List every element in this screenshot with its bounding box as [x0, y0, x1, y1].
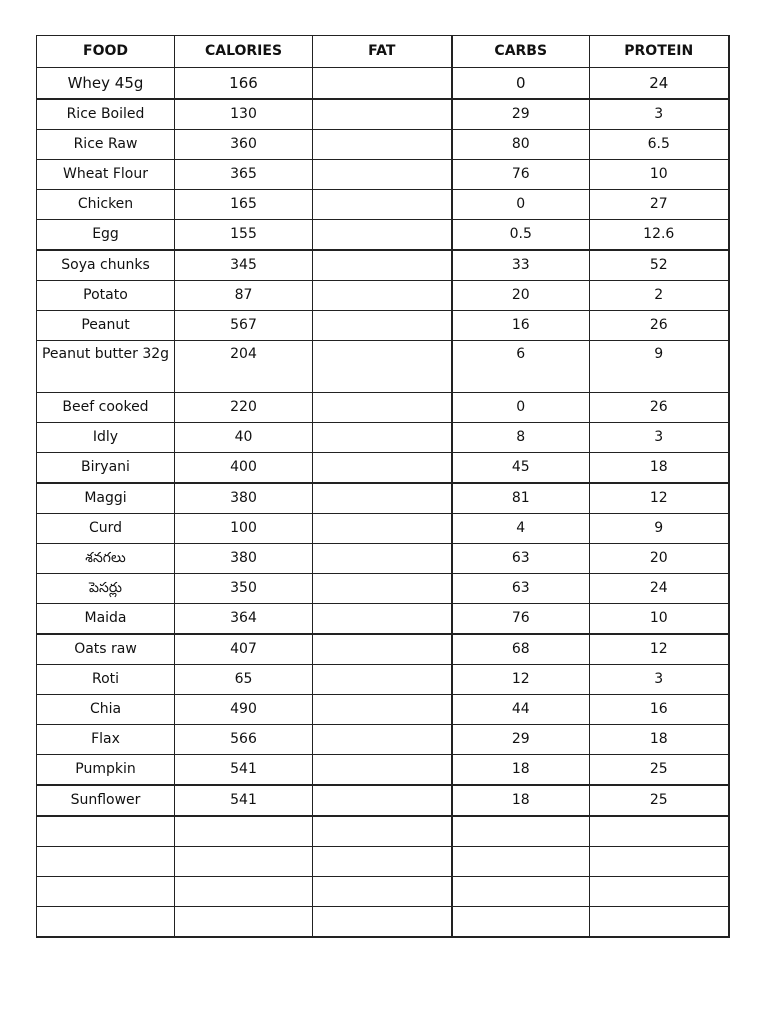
cell-carbs: [452, 877, 590, 907]
cell-carbs: 44: [452, 695, 590, 725]
cell-calories: 490: [175, 695, 313, 725]
cell-food: Rice Boiled: [37, 99, 175, 130]
cell-calories: 345: [175, 250, 313, 281]
cell-carbs: [452, 847, 590, 877]
cell-food: Oats raw: [37, 634, 175, 665]
cell-protein: 52: [590, 250, 729, 281]
header-carbs: CARBS: [452, 36, 590, 68]
cell-calories: [175, 907, 313, 938]
cell-protein: 10: [590, 604, 729, 635]
cell-food: Peanut: [37, 311, 175, 341]
cell-calories: 220: [175, 393, 313, 423]
cell-carbs: [452, 907, 590, 938]
cell-protein: 3: [590, 99, 729, 130]
cell-food: Wheat Flour: [37, 160, 175, 190]
cell-fat: [313, 99, 452, 130]
cell-protein: 18: [590, 453, 729, 484]
cell-fat: [313, 341, 452, 393]
cell-fat: [313, 634, 452, 665]
cell-food: Flax: [37, 725, 175, 755]
cell-fat: [313, 514, 452, 544]
cell-fat: [313, 695, 452, 725]
cell-calories: 360: [175, 130, 313, 160]
cell-carbs: 33: [452, 250, 590, 281]
cell-protein: 9: [590, 514, 729, 544]
cell-food: Whey 45g: [37, 68, 175, 100]
cell-fat: [313, 423, 452, 453]
table-row: [37, 877, 729, 907]
cell-fat: [313, 816, 452, 847]
cell-protein: 25: [590, 755, 729, 786]
cell-protein: 3: [590, 423, 729, 453]
cell-calories: 365: [175, 160, 313, 190]
cell-calories: 380: [175, 544, 313, 574]
cell-calories: 130: [175, 99, 313, 130]
cell-fat: [313, 665, 452, 695]
cell-protein: 26: [590, 393, 729, 423]
header-protein: PROTEIN: [590, 36, 729, 68]
cell-fat: [313, 847, 452, 877]
cell-carbs: 63: [452, 574, 590, 604]
table-row: [37, 250, 729, 281]
cell-fat: [313, 785, 452, 816]
cell-protein: 27: [590, 190, 729, 220]
cell-fat: [313, 311, 452, 341]
cell-protein: 12.6: [590, 220, 729, 251]
cell-food: [37, 907, 175, 938]
cell-calories: 65: [175, 665, 313, 695]
header-fat: FAT: [313, 36, 452, 68]
cell-protein: 25: [590, 785, 729, 816]
cell-protein: 10: [590, 160, 729, 190]
cell-fat: [313, 574, 452, 604]
table-row: [37, 130, 729, 160]
table-row: [37, 423, 729, 453]
cell-carbs: 29: [452, 725, 590, 755]
cell-calories: [175, 847, 313, 877]
cell-carbs: 68: [452, 634, 590, 665]
table-row: [37, 220, 729, 251]
table-row: [37, 695, 729, 725]
cell-protein: 24: [590, 574, 729, 604]
cell-calories: 40: [175, 423, 313, 453]
cell-calories: 567: [175, 311, 313, 341]
cell-food: Chicken: [37, 190, 175, 220]
cell-protein: [590, 847, 729, 877]
cell-calories: 566: [175, 725, 313, 755]
cell-carbs: 76: [452, 160, 590, 190]
cell-food: Beef cooked: [37, 393, 175, 423]
cell-food: Peanut butter 32g: [37, 341, 175, 393]
table-row: [37, 847, 729, 877]
cell-calories: [175, 877, 313, 907]
table-row: [37, 341, 729, 393]
table-row: [37, 281, 729, 311]
cell-carbs: 20: [452, 281, 590, 311]
cell-fat: [313, 68, 452, 100]
table-row: [37, 725, 729, 755]
cell-calories: 350: [175, 574, 313, 604]
cell-food: Rice Raw: [37, 130, 175, 160]
table-row: [37, 755, 729, 786]
table-row: [37, 453, 729, 484]
cell-food: [37, 877, 175, 907]
cell-protein: 12: [590, 634, 729, 665]
cell-carbs: 8: [452, 423, 590, 453]
table-row: [37, 190, 729, 220]
cell-food: Curd: [37, 514, 175, 544]
cell-protein: 26: [590, 311, 729, 341]
cell-calories: 166: [175, 68, 313, 100]
cell-food: Idly: [37, 423, 175, 453]
table-row: [37, 574, 729, 604]
cell-protein: 2: [590, 281, 729, 311]
cell-carbs: 81: [452, 483, 590, 514]
cell-carbs: 16: [452, 311, 590, 341]
cell-carbs: 76: [452, 604, 590, 635]
cell-carbs: 18: [452, 755, 590, 786]
cell-protein: [590, 907, 729, 938]
cell-protein: 12: [590, 483, 729, 514]
cell-food: Maggi: [37, 483, 175, 514]
cell-fat: [313, 220, 452, 251]
table-row: [37, 816, 729, 847]
cell-protein: 16: [590, 695, 729, 725]
cell-carbs: 4: [452, 514, 590, 544]
table-row: [37, 393, 729, 423]
cell-carbs: 0: [452, 393, 590, 423]
cell-fat: [313, 453, 452, 484]
cell-food: శనగలు: [37, 544, 175, 574]
cell-food: Pumpkin: [37, 755, 175, 786]
cell-calories: 100: [175, 514, 313, 544]
cell-fat: [313, 877, 452, 907]
cell-food: Roti: [37, 665, 175, 695]
cell-protein: 18: [590, 725, 729, 755]
cell-calories: 541: [175, 755, 313, 786]
header-row: [37, 36, 729, 68]
cell-fat: [313, 604, 452, 635]
cell-carbs: 0.5: [452, 220, 590, 251]
cell-calories: 155: [175, 220, 313, 251]
cell-food: Egg: [37, 220, 175, 251]
cell-carbs: 45: [452, 453, 590, 484]
table-row: [37, 634, 729, 665]
cell-calories: 400: [175, 453, 313, 484]
cell-calories: 204: [175, 341, 313, 393]
table-row: [37, 483, 729, 514]
cell-food: [37, 816, 175, 847]
cell-food: Sunflower: [37, 785, 175, 816]
table-row: [37, 160, 729, 190]
cell-calories: 541: [175, 785, 313, 816]
table-row: [37, 544, 729, 574]
cell-food: Soya chunks: [37, 250, 175, 281]
cell-fat: [313, 130, 452, 160]
cell-fat: [313, 755, 452, 786]
cell-carbs: 0: [452, 190, 590, 220]
header-calories: CALORIES: [175, 36, 313, 68]
table-row: [37, 514, 729, 544]
cell-food: పెసర్లు: [37, 574, 175, 604]
table-row: [37, 99, 729, 130]
table-row: [37, 785, 729, 816]
cell-calories: 87: [175, 281, 313, 311]
table-row: [37, 604, 729, 635]
table-header: [37, 36, 729, 68]
cell-carbs: 18: [452, 785, 590, 816]
cell-fat: [313, 190, 452, 220]
table-row: [37, 907, 729, 938]
cell-carbs: 6: [452, 341, 590, 393]
cell-protein: [590, 877, 729, 907]
cell-carbs: 80: [452, 130, 590, 160]
cell-fat: [313, 281, 452, 311]
cell-protein: 20: [590, 544, 729, 574]
header-food: FOOD: [37, 36, 175, 68]
cell-carbs: 12: [452, 665, 590, 695]
cell-food: Potato: [37, 281, 175, 311]
cell-fat: [313, 483, 452, 514]
cell-fat: [313, 160, 452, 190]
cell-protein: 3: [590, 665, 729, 695]
cell-food: Chia: [37, 695, 175, 725]
table-row: [37, 311, 729, 341]
cell-food: Maida: [37, 604, 175, 635]
cell-calories: 380: [175, 483, 313, 514]
cell-fat: [313, 725, 452, 755]
cell-fat: [313, 544, 452, 574]
table-row: [37, 665, 729, 695]
cell-carbs: [452, 816, 590, 847]
cell-fat: [313, 393, 452, 423]
cell-protein: 9: [590, 341, 729, 393]
cell-calories: 407: [175, 634, 313, 665]
cell-fat: [313, 250, 452, 281]
table-row: [37, 68, 729, 100]
cell-fat: [313, 907, 452, 938]
table-body: [37, 68, 729, 938]
cell-carbs: 29: [452, 99, 590, 130]
cell-protein: [590, 816, 729, 847]
cell-food: [37, 847, 175, 877]
cell-food: Biryani: [37, 453, 175, 484]
cell-calories: [175, 816, 313, 847]
cell-protein: 6.5: [590, 130, 729, 160]
cell-carbs: 0: [452, 68, 590, 100]
cell-calories: 364: [175, 604, 313, 635]
cell-calories: 165: [175, 190, 313, 220]
cell-carbs: 63: [452, 544, 590, 574]
nutrition-table: [36, 35, 730, 938]
cell-protein: 24: [590, 68, 729, 100]
